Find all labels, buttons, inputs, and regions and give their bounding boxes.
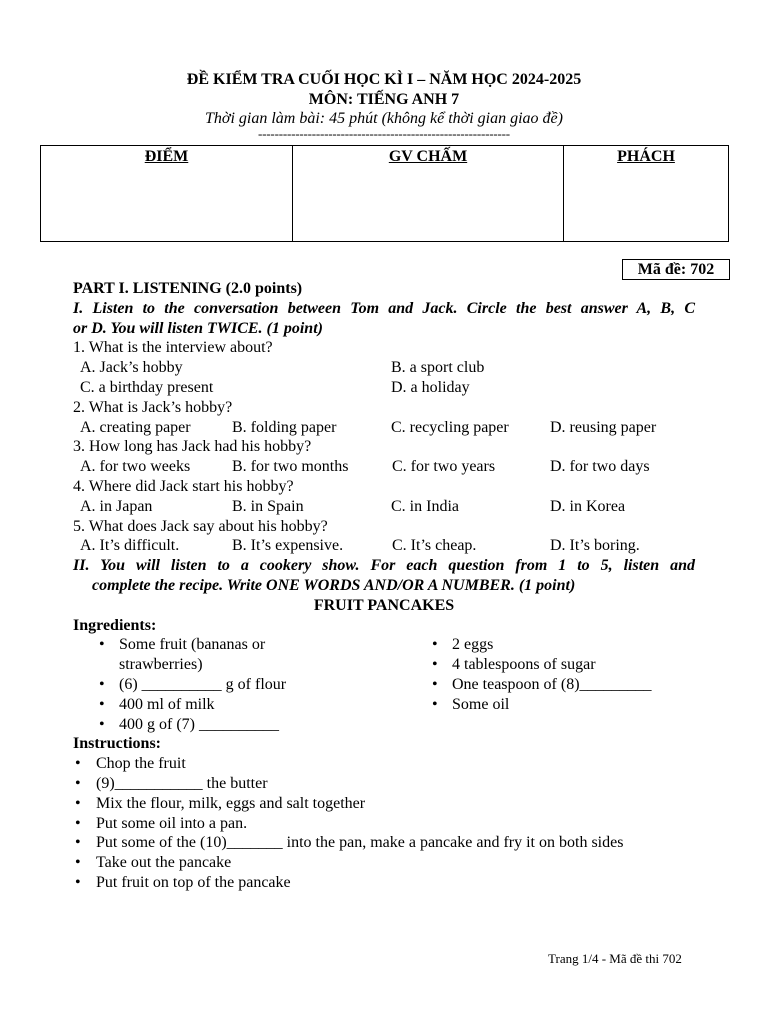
option-d[interactable]: D. for two days [550, 458, 650, 476]
exam-body [73, 279, 695, 893]
question-1-options-row2 [73, 378, 695, 398]
ingredient-item: • 400 ml of milk [93, 695, 313, 715]
option-c[interactable]: C. recycling paper [391, 418, 509, 436]
ingredient-item: • 400 g of (7) __________ [93, 715, 313, 735]
score-table [40, 145, 729, 242]
question-5: 5. What does Jack say about his hobby? [73, 517, 328, 535]
part1-title: PART I. LISTENING (2.0 points) [73, 280, 303, 297]
part1-instruction-line1: I. Listen to the conversation between Tom and Jack. Circle the best answer A, B, C [73, 299, 695, 317]
ingredient-item: • (6) __________ g of flour [93, 675, 313, 695]
option-c[interactable]: C. a birthday present [80, 378, 214, 396]
question-3: 3. How long has Jack had his hobby? [73, 438, 312, 456]
option-b[interactable]: B. for two months [232, 458, 349, 476]
option-d[interactable]: D. It’s boring. [550, 537, 640, 555]
instruction-item: • Put some oil into a pan. [73, 814, 695, 834]
option-a[interactable]: A. It’s difficult. [80, 537, 180, 555]
instruction-item: • Put fruit on top of the pancake [73, 873, 695, 893]
ingredients-right-column [426, 635, 686, 714]
exam-header [0, 70, 768, 129]
exam-subject: MÔN: TIẾNG ANH 7 [308, 90, 460, 108]
part2-instruction-line2: complete the recipe. Write ONE WORDS AND/OR A NUMBER. (1 point) [92, 576, 576, 594]
ingredients-left-column [93, 635, 313, 734]
option-c[interactable]: C. in India [391, 497, 459, 515]
question-3-options [73, 457, 695, 477]
option-a[interactable]: A. in Japan [80, 497, 153, 515]
option-d[interactable]: D. reusing paper [550, 418, 657, 436]
page-footer: Trang 1/4 - Mã đề thi 702 [548, 951, 682, 966]
part2-instruction-line1: II. You will listen to a cookery show. For each question from 1 to 5, listen and [73, 557, 695, 575]
ingredient-item: • 4 tablespoons of sugar [426, 655, 686, 675]
part1-instruction-line2: or D. You will listen TWICE. (1 point) [73, 319, 323, 337]
recipe-title: FRUIT PANCAKES [313, 596, 455, 614]
question-5-options [73, 536, 695, 556]
question-1: 1. What is the interview about? [73, 339, 273, 357]
grader-cell: GV CHẤM [293, 146, 564, 242]
header-divider: ------------------------------------------------------------- [258, 126, 510, 141]
option-a[interactable]: A. creating paper [80, 418, 191, 436]
ingredients-list [73, 635, 695, 734]
score-cell: ĐIỂM [41, 146, 293, 242]
instructions-list [73, 754, 695, 893]
instruction-item: • Put some of the (10)_______ into the pan, make a pancake and fry it on both sides [73, 833, 695, 853]
instruction-item: • Mix the flour, milk, eggs and salt together [73, 794, 695, 814]
option-c[interactable]: C. It’s cheap. [392, 537, 477, 555]
option-c[interactable]: C. for two years [392, 458, 496, 476]
option-a[interactable]: A. Jack’s hobby [80, 359, 183, 377]
exam-time: Thời gian làm bài: 45 phút (không kể thời gian giao đề) [205, 110, 563, 127]
option-b[interactable]: B. in Spain [232, 497, 304, 515]
ingredients-label: Ingredients: [73, 616, 157, 634]
ingredient-item: • 2 eggs [426, 635, 686, 655]
ingredient-text: • Some fruit (bananas or [119, 636, 266, 654]
ingredient-item: • Some oil [426, 695, 686, 715]
ingredient-item [93, 635, 313, 675]
ingredient-item: • One teaspoon of (8)_________ [426, 675, 686, 695]
question-4-options [73, 497, 695, 517]
option-d[interactable]: D. a holiday [391, 378, 470, 396]
code-cell: PHÁCH [564, 146, 729, 242]
question-1-options-row1 [73, 358, 695, 378]
instruction-item: • (9)___________ the butter [73, 774, 695, 794]
option-b[interactable]: B. It’s expensive. [232, 537, 344, 555]
instructions-label: Instructions: [73, 735, 162, 753]
instruction-item: • Take out the pancake [73, 853, 695, 873]
exam-code-box: Mã đề: 702 [622, 259, 730, 280]
exam-title: ĐỀ KIỂM TRA CUỐI HỌC KÌ I – NĂM HỌC 2024-2025 [186, 71, 582, 88]
option-d[interactable]: D. in Korea [550, 497, 626, 515]
question-2-options [73, 418, 695, 438]
option-b[interactable]: B. a sport club [391, 359, 485, 377]
ingredient-text-continued: strawberries) [119, 656, 203, 674]
instruction-item: • Chop the fruit [73, 754, 695, 774]
option-a[interactable]: A. for two weeks [80, 458, 191, 476]
option-b[interactable]: B. folding paper [232, 418, 337, 436]
question-2: 2. What is Jack’s hobby? [73, 398, 233, 416]
question-4: 4. Where did Jack start his hobby? [73, 477, 294, 495]
